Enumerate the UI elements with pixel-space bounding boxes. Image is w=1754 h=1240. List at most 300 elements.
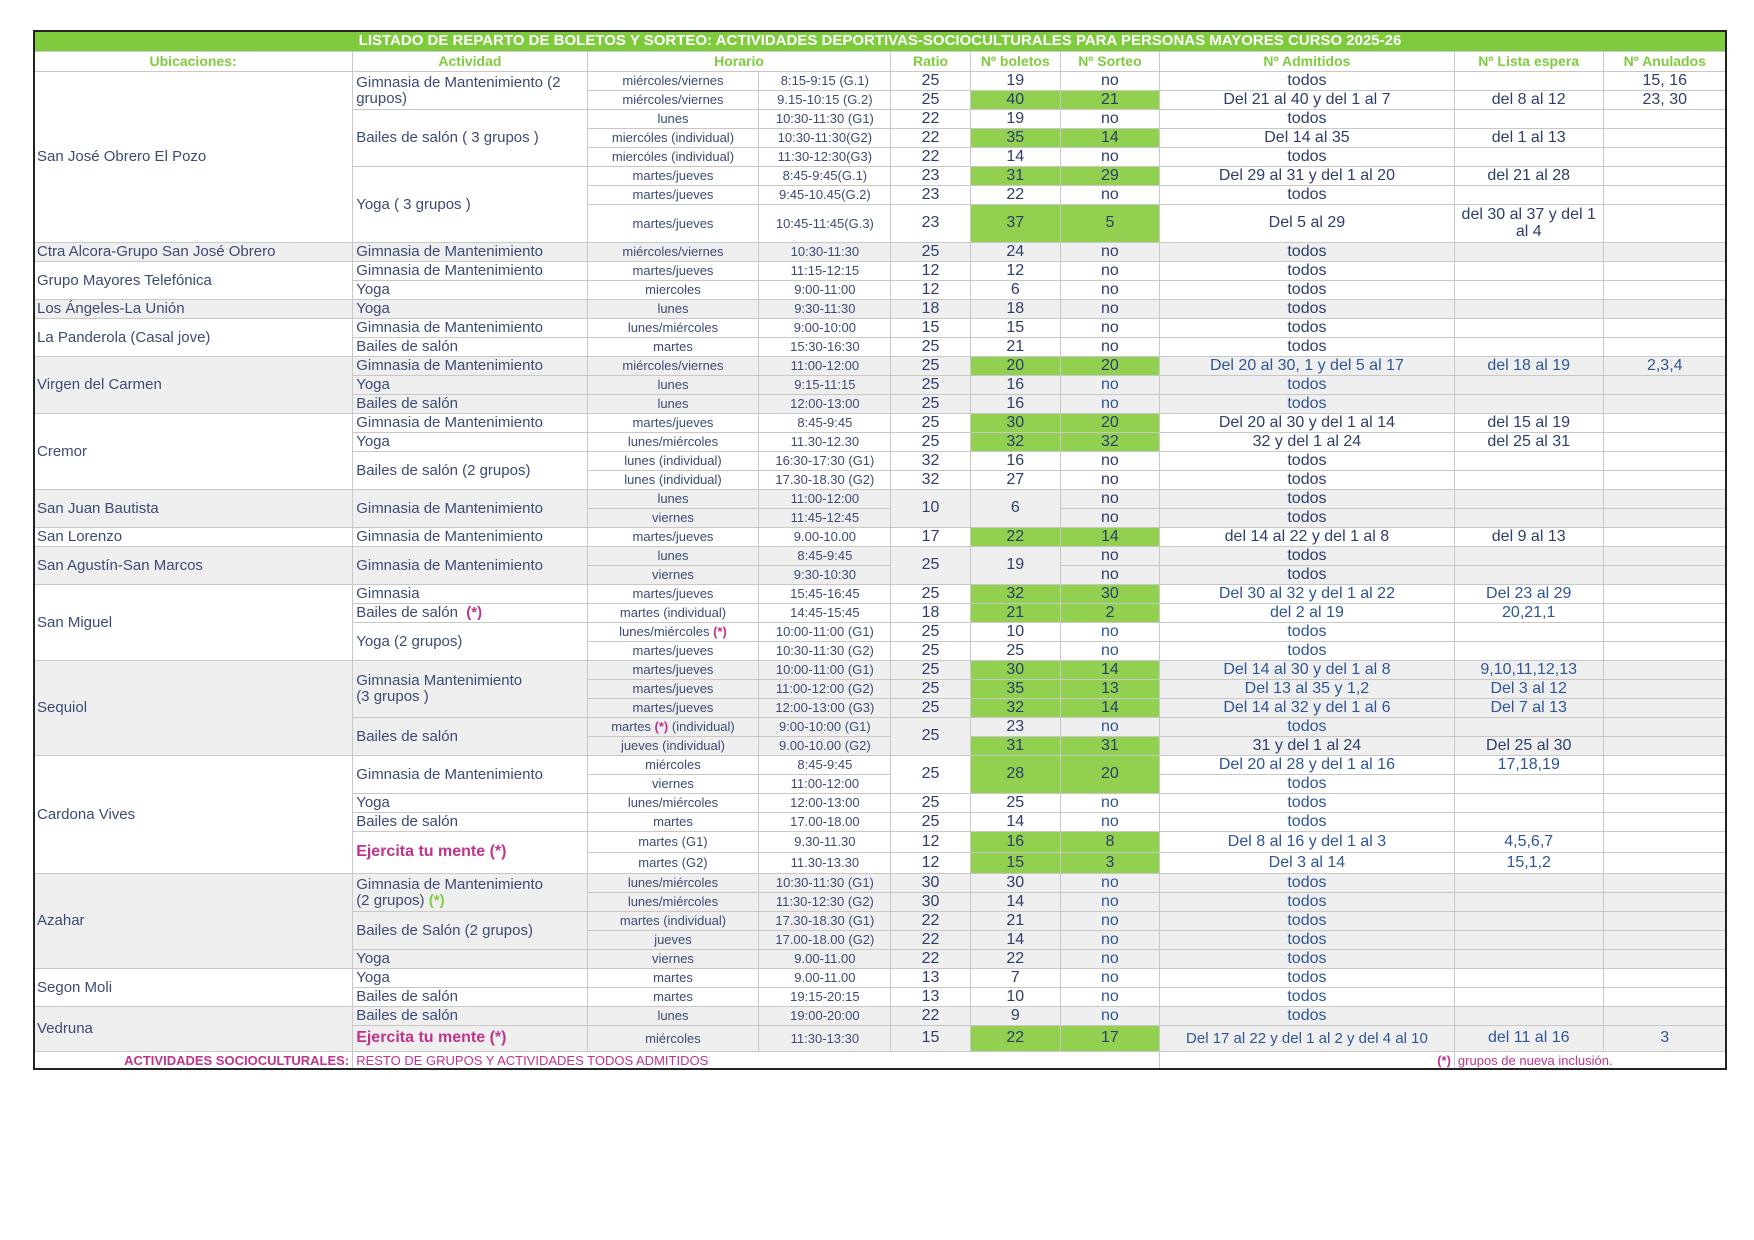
table-row [34, 243, 1727, 262]
footer-text: RESTO DE GRUPOS Y ACTIVIDADES TODOS ADMITIDOS [353, 1052, 1160, 1070]
days-mode: (individual) [671, 719, 735, 735]
days-cell: martes [587, 988, 759, 1007]
reparto-table [33, 30, 1727, 1070]
cancelled-cell [1603, 969, 1727, 988]
hours-cell: 11:30-13:30 [759, 1026, 891, 1052]
hours-cell: 8:45-9:45 [759, 414, 891, 433]
table-row [34, 547, 1727, 566]
days-cell: martes/jueves [587, 585, 759, 604]
ratio-cell: 25 [891, 547, 970, 585]
cancelled-cell [1603, 433, 1727, 452]
tickets-cell: 19 [970, 72, 1060, 91]
hours-cell: 11:45-12:45 [759, 509, 891, 528]
table-row [34, 414, 1727, 433]
cancelled-cell [1603, 186, 1727, 205]
cancelled-cell [1603, 853, 1727, 874]
days-cell: viernes [587, 566, 759, 585]
table-row [34, 874, 1727, 893]
hours-cell: 9:30-10:30 [759, 566, 891, 585]
admitted-cell: Del 30 al 32 y del 1 al 22 [1159, 585, 1454, 604]
activity-cell: Yoga [353, 376, 587, 395]
admitted-cell: todos [1159, 623, 1454, 642]
location-cell: San Lorenzo [34, 528, 353, 547]
sheet-title: LISTADO DE REPARTO DE BOLETOS Y SORTEO: ACTIVIDADES DEPORTIVAS-SOCIOCULTURALES PARA PERSONAS MAYORES CURSO 2025-26 [34, 31, 1727, 52]
table-row [34, 661, 1727, 680]
table-row [34, 969, 1727, 988]
waitlist-cell: del 18 al 19 [1454, 357, 1603, 376]
cancelled-cell [1603, 775, 1727, 794]
activity-cell [353, 661, 587, 718]
ratio-cell: 25 [891, 756, 970, 794]
ratio-cell: 15 [891, 1026, 970, 1052]
tickets-cell: 40 [970, 91, 1060, 110]
draw-cell: no [1060, 300, 1159, 319]
days-cell: lunes/miércoles [587, 794, 759, 813]
footer-row [34, 1052, 1727, 1070]
draw-cell: no [1060, 281, 1159, 300]
hours-cell: 11:00-12:00 (G2) [759, 680, 891, 699]
hours-cell: 9.00-10.00 (G2) [759, 737, 891, 756]
tickets-cell: 28 [970, 756, 1060, 794]
waitlist-cell: Del 23 al 29 [1454, 585, 1603, 604]
draw-cell: 2 [1060, 604, 1159, 623]
tickets-cell: 7 [970, 969, 1060, 988]
waitlist-cell: Del 25 al 30 [1454, 737, 1603, 756]
days-cell: miercoles [587, 281, 759, 300]
activity-cell: Gimnasia [353, 585, 587, 604]
ratio-cell: 23 [891, 205, 970, 243]
cancelled-cell [1603, 243, 1727, 262]
activity-cell: Ejercita tu mente (*) [353, 832, 587, 874]
ratio-cell: 25 [891, 718, 970, 756]
waitlist-cell [1454, 319, 1603, 338]
tickets-cell: 14 [970, 813, 1060, 832]
days-cell: lunes [587, 490, 759, 509]
location-cell: La Panderola (Casal jove) [34, 319, 353, 357]
ratio-cell: 23 [891, 167, 970, 186]
tickets-cell: 16 [970, 395, 1060, 414]
draw-cell: no [1060, 110, 1159, 129]
days-cell [587, 623, 759, 642]
tickets-cell: 19 [970, 110, 1060, 129]
admitted-cell: todos [1159, 395, 1454, 414]
days-cell: lunes/miércoles [587, 893, 759, 912]
activity-label: Bailes de salón [356, 604, 458, 622]
tickets-cell: 25 [970, 794, 1060, 813]
cancelled-cell: 15, 16 [1603, 72, 1727, 91]
days-cell: lunes [587, 1007, 759, 1026]
tickets-cell: 6 [970, 281, 1060, 300]
waitlist-cell [1454, 338, 1603, 357]
hours-cell: 8:45-9:45 [759, 756, 891, 775]
waitlist-cell [1454, 148, 1603, 167]
waitlist-cell [1454, 262, 1603, 281]
draw-cell: 13 [1060, 680, 1159, 699]
hours-cell: 11:00-12:00 [759, 775, 891, 794]
activity-cell: Gimnasia de Mantenimiento [353, 262, 587, 281]
hours-cell: 8:45-9:45 [759, 547, 891, 566]
waitlist-cell [1454, 794, 1603, 813]
days-cell: lunes [587, 547, 759, 566]
days-cell: viernes [587, 509, 759, 528]
activity-cell: Bailes de salón [353, 338, 587, 357]
waitlist-cell [1454, 547, 1603, 566]
activity-cell: Gimnasia de Mantenimiento [353, 357, 587, 376]
admitted-cell: todos [1159, 186, 1454, 205]
col-header-ratio: Ratio [891, 52, 970, 72]
waitlist-cell: Del 7 al 13 [1454, 699, 1603, 718]
cancelled-cell [1603, 1007, 1727, 1026]
hours-cell: 9:00-10:00 [759, 319, 891, 338]
location-cell: Azahar [34, 874, 353, 969]
ratio-cell: 13 [891, 969, 970, 988]
activity-label: Gimnasia Mantenimiento [356, 672, 523, 690]
draw-cell: no [1060, 642, 1159, 661]
cancelled-cell [1603, 129, 1727, 148]
cancelled-cell [1603, 737, 1727, 756]
days-cell: miércoles/viernes [587, 357, 759, 376]
tickets-cell: 15 [970, 319, 1060, 338]
waitlist-cell [1454, 813, 1603, 832]
ratio-cell: 22 [891, 148, 970, 167]
tickets-cell: 16 [970, 832, 1060, 853]
cancelled-cell: 23, 30 [1603, 91, 1727, 110]
location-cell: San Juan Bautista [34, 490, 353, 528]
draw-cell: no [1060, 376, 1159, 395]
admitted-cell: todos [1159, 471, 1454, 490]
tickets-cell: 31 [970, 167, 1060, 186]
days-cell: viernes [587, 950, 759, 969]
admitted-cell: todos [1159, 931, 1454, 950]
table-row [34, 490, 1727, 509]
cancelled-cell [1603, 205, 1727, 243]
tickets-cell: 23 [970, 718, 1060, 737]
tickets-cell: 10 [970, 623, 1060, 642]
admitted-cell: 31 y del 1 al 24 [1159, 737, 1454, 756]
waitlist-cell [1454, 1007, 1603, 1026]
draw-cell: 32 [1060, 433, 1159, 452]
draw-cell: no [1060, 566, 1159, 585]
hours-cell: 14:45-15:45 [759, 604, 891, 623]
draw-cell: 31 [1060, 737, 1159, 756]
ratio-cell: 25 [891, 338, 970, 357]
draw-cell: 30 [1060, 585, 1159, 604]
admitted-cell: todos [1159, 243, 1454, 262]
ratio-cell: 30 [891, 893, 970, 912]
hours-cell: 11:30-12:30(G3) [759, 148, 891, 167]
tickets-cell: 9 [970, 1007, 1060, 1026]
admitted-cell: todos [1159, 338, 1454, 357]
admitted-cell: todos [1159, 969, 1454, 988]
draw-cell: no [1060, 471, 1159, 490]
tickets-cell: 30 [970, 414, 1060, 433]
hours-cell: 11.30-13.30 [759, 853, 891, 874]
hours-cell: 10:30-11:30 (G1) [759, 110, 891, 129]
days-cell: lunes (individual) [587, 471, 759, 490]
admitted-cell: 32 y del 1 al 24 [1159, 433, 1454, 452]
ratio-cell: 12 [891, 262, 970, 281]
days-cell: miércoles/viernes [587, 91, 759, 110]
cancelled-cell [1603, 300, 1727, 319]
cancelled-cell [1603, 110, 1727, 129]
ratio-cell: 32 [891, 471, 970, 490]
hours-cell: 9.30-11.30 [759, 832, 891, 853]
hours-cell: 15:30-16:30 [759, 338, 891, 357]
days-cell: jueves [587, 931, 759, 950]
cancelled-cell [1603, 148, 1727, 167]
hours-cell: 17.00-18.00 [759, 813, 891, 832]
tickets-cell: 35 [970, 680, 1060, 699]
table-row [34, 357, 1727, 376]
waitlist-cell [1454, 931, 1603, 950]
col-header-cancelled: Nº Anulados [1603, 52, 1727, 72]
draw-cell: no [1060, 319, 1159, 338]
hours-cell: 10:00-11:00 (G1) [759, 623, 891, 642]
cancelled-cell [1603, 756, 1727, 775]
admitted-cell: Del 14 al 32 y del 1 al 6 [1159, 699, 1454, 718]
days-label: martes [611, 719, 651, 735]
days-cell: miércoles/viernes [587, 72, 759, 91]
hours-cell: 17.00-18.00 (G2) [759, 931, 891, 950]
location-cell: San José Obrero El Pozo [34, 72, 353, 243]
draw-cell: no [1060, 509, 1159, 528]
col-header-tickets: Nº boletos [970, 52, 1060, 72]
hours-cell: 9:15-11:15 [759, 376, 891, 395]
admitted-cell: todos [1159, 148, 1454, 167]
col-header-admitted: Nº Admitidos [1159, 52, 1454, 72]
waitlist-cell [1454, 988, 1603, 1007]
hours-cell: 12:00-13:00 [759, 794, 891, 813]
tickets-cell: 37 [970, 205, 1060, 243]
admitted-cell: todos [1159, 988, 1454, 1007]
tickets-cell: 31 [970, 737, 1060, 756]
cancelled-cell [1603, 950, 1727, 969]
cancelled-cell [1603, 585, 1727, 604]
ratio-cell: 25 [891, 699, 970, 718]
ratio-cell: 17 [891, 528, 970, 547]
hours-cell: 15:45-16:45 [759, 585, 891, 604]
admitted-cell: todos [1159, 281, 1454, 300]
activity-cell: Bailes de Salón (2 grupos) [353, 912, 587, 950]
days-label: lunes/miércoles [619, 624, 710, 640]
draw-cell: no [1060, 813, 1159, 832]
hours-cell: 10:30-11:30(G2) [759, 129, 891, 148]
admitted-cell: todos [1159, 547, 1454, 566]
table-row [34, 262, 1727, 281]
admitted-cell: Del 21 al 40 y del 1 al 7 [1159, 91, 1454, 110]
col-header-location: Ubicaciones: [34, 52, 353, 72]
tickets-cell: 30 [970, 874, 1060, 893]
activity-cell: Bailes de salón [353, 988, 587, 1007]
hours-cell: 9:30-11:30 [759, 300, 891, 319]
activity-cell: Yoga [353, 300, 587, 319]
cancelled-cell [1603, 528, 1727, 547]
days-cell: martes [587, 813, 759, 832]
cancelled-cell [1603, 376, 1727, 395]
waitlist-cell [1454, 969, 1603, 988]
hours-cell: 11:00-12:00 [759, 357, 891, 376]
tickets-cell: 25 [970, 642, 1060, 661]
hours-cell: 9:45-10.45(G.2) [759, 186, 891, 205]
table-row [34, 1007, 1727, 1026]
tickets-cell: 27 [970, 471, 1060, 490]
waitlist-cell: del 30 al 37 y del 1 al 4 [1454, 205, 1603, 243]
hours-cell: 10:30-11:30 [759, 243, 891, 262]
activity-cell: Gimnasia de Mantenimiento [353, 528, 587, 547]
waitlist-cell: 17,18,19 [1454, 756, 1603, 775]
waitlist-cell [1454, 452, 1603, 471]
admitted-cell: del 14 al 22 y del 1 al 8 [1159, 528, 1454, 547]
draw-cell: 5 [1060, 205, 1159, 243]
waitlist-cell [1454, 300, 1603, 319]
admitted-cell: Del 14 al 35 [1159, 129, 1454, 148]
draw-cell: 17 [1060, 1026, 1159, 1052]
cancelled-cell [1603, 661, 1727, 680]
draw-cell: no [1060, 950, 1159, 969]
tickets-cell: 24 [970, 243, 1060, 262]
ratio-cell: 25 [891, 414, 970, 433]
days-cell: martes/jueves [587, 661, 759, 680]
waitlist-cell: del 11 al 16 [1454, 1026, 1603, 1052]
tickets-cell: 22 [970, 186, 1060, 205]
draw-cell: no [1060, 547, 1159, 566]
admitted-cell: Del 3 al 14 [1159, 853, 1454, 874]
days-cell [587, 718, 759, 737]
table-row [34, 528, 1727, 547]
admitted-cell: todos [1159, 893, 1454, 912]
admitted-cell: Del 13 al 35 y 1,2 [1159, 680, 1454, 699]
cancelled-cell [1603, 893, 1727, 912]
days-cell: martes/jueves [587, 186, 759, 205]
days-cell: martes/jueves [587, 642, 759, 661]
admitted-cell: todos [1159, 509, 1454, 528]
tickets-cell: 21 [970, 604, 1060, 623]
days-cell: miércoles/viernes [587, 243, 759, 262]
days-cell: martes [587, 338, 759, 357]
tickets-cell: 14 [970, 893, 1060, 912]
draw-cell: 14 [1060, 129, 1159, 148]
ratio-cell: 25 [891, 376, 970, 395]
draw-cell: 21 [1060, 91, 1159, 110]
ratio-cell: 25 [891, 243, 970, 262]
draw-cell: no [1060, 338, 1159, 357]
hours-cell: 8:15-9:15 (G.1) [759, 72, 891, 91]
hours-cell: 17.30-18.30 (G2) [759, 471, 891, 490]
admitted-cell: todos [1159, 566, 1454, 585]
waitlist-cell [1454, 718, 1603, 737]
new-group-marker: (*) [1437, 1052, 1451, 1068]
days-cell: lunes [587, 110, 759, 129]
tickets-cell: 21 [970, 338, 1060, 357]
activity-cell: Yoga ( 3 grupos ) [353, 167, 587, 243]
cancelled-cell [1603, 988, 1727, 1007]
table-row [34, 300, 1727, 319]
cancelled-cell: 2,3,4 [1603, 357, 1727, 376]
hours-cell: 11:15-12:15 [759, 262, 891, 281]
days-cell: jueves (individual) [587, 737, 759, 756]
hours-cell: 12:00-13:00 [759, 395, 891, 414]
hours-cell: 10:30-11:30 (G2) [759, 642, 891, 661]
activity-cell: Yoga [353, 281, 587, 300]
location-cell: San Miguel [34, 585, 353, 661]
admitted-cell: todos [1159, 813, 1454, 832]
days-cell: lunes/miércoles [587, 874, 759, 893]
location-cell: Grupo Mayores Telefónica [34, 262, 353, 300]
cancelled-cell [1603, 414, 1727, 433]
ratio-cell: 13 [891, 988, 970, 1007]
days-cell: martes/jueves [587, 167, 759, 186]
draw-cell: 14 [1060, 528, 1159, 547]
waitlist-cell [1454, 72, 1603, 91]
hours-cell: 9.00-11.00 [759, 969, 891, 988]
admitted-cell: todos [1159, 1007, 1454, 1026]
tickets-cell: 6 [970, 490, 1060, 528]
ratio-cell: 30 [891, 874, 970, 893]
waitlist-cell [1454, 950, 1603, 969]
hours-cell: 11:00-12:00 [759, 490, 891, 509]
admitted-cell: todos [1159, 490, 1454, 509]
waitlist-cell [1454, 874, 1603, 893]
activity-groups: (2 grupos) [356, 891, 425, 909]
location-cell: Segon Moli [34, 969, 353, 1007]
cancelled-cell [1603, 490, 1727, 509]
activity-label: Gimnasia de Mantenimiento [356, 875, 543, 893]
admitted-cell: Del 20 al 28 y del 1 al 16 [1159, 756, 1454, 775]
cancelled-cell [1603, 604, 1727, 623]
location-cell: Ctra Alcora-Grupo San José Obrero [34, 243, 353, 262]
activity-cell: Bailes de salón [353, 1007, 587, 1026]
ratio-cell: 22 [891, 931, 970, 950]
cancelled-cell [1603, 167, 1727, 186]
draw-cell: no [1060, 452, 1159, 471]
ratio-cell: 25 [891, 813, 970, 832]
tickets-cell: 10 [970, 988, 1060, 1007]
tickets-cell: 32 [970, 699, 1060, 718]
days-cell: miercóles (individual) [587, 129, 759, 148]
cancelled-cell [1603, 699, 1727, 718]
activity-cell: Ejercita tu mente (*) [353, 1026, 587, 1052]
days-cell: martes (G1) [587, 832, 759, 853]
ratio-cell: 10 [891, 490, 970, 528]
draw-cell: no [1060, 794, 1159, 813]
cancelled-cell [1603, 718, 1727, 737]
waitlist-cell: del 21 al 28 [1454, 167, 1603, 186]
table-row [34, 319, 1727, 338]
activity-cell: Gimnasia de Mantenimiento [353, 490, 587, 528]
waitlist-cell: del 15 al 19 [1454, 414, 1603, 433]
ratio-cell: 22 [891, 950, 970, 969]
waitlist-cell: del 1 al 13 [1454, 129, 1603, 148]
draw-cell: no [1060, 262, 1159, 281]
draw-cell: no [1060, 1007, 1159, 1026]
days-cell: martes/jueves [587, 680, 759, 699]
cancelled-cell [1603, 642, 1727, 661]
ratio-cell: 22 [891, 912, 970, 931]
ratio-cell: 15 [891, 319, 970, 338]
col-header-waitlist: Nº Lista espera [1454, 52, 1603, 72]
activity-cell: Gimnasia de Mantenimiento [353, 319, 587, 338]
draw-cell: 20 [1060, 756, 1159, 794]
admitted-cell: Del 20 al 30, 1 y del 5 al 17 [1159, 357, 1454, 376]
days-cell: martes (individual) [587, 604, 759, 623]
location-cell: Cardona Vives [34, 756, 353, 874]
cancelled-cell [1603, 262, 1727, 281]
hours-cell: 17.30-18.30 (G1) [759, 912, 891, 931]
ratio-cell: 12 [891, 832, 970, 853]
activity-cell: Gimnasia de Mantenimiento [353, 243, 587, 262]
cancelled-cell [1603, 874, 1727, 893]
hours-cell: 9.00-10.00 [759, 528, 891, 547]
